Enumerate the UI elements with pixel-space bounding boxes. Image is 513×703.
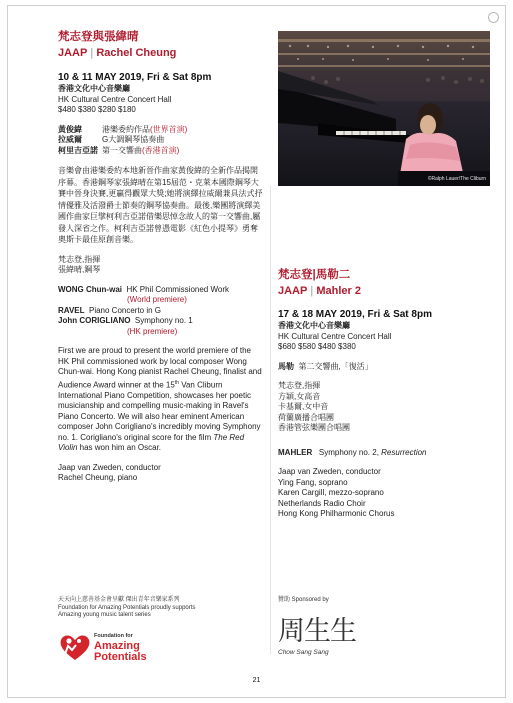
composer-zh: 黃俊緯	[58, 124, 82, 134]
concert-photo	[278, 31, 490, 186]
title-en-part-b: Rachel Cheung	[96, 47, 177, 59]
desc-en-part: has won him an Oscar.	[77, 443, 162, 453]
program-zh-row	[58, 135, 263, 146]
concert-date: 17 & 18 MAY 2019, Fri & Sat 8pm	[278, 309, 432, 320]
support-note-en: Foundation for Amazing Potentials proudly supports	[58, 604, 196, 611]
composer-en: MAHLER	[278, 447, 313, 457]
concert-title-en: JAAP | Mahler 2	[278, 285, 361, 297]
description-zh: 音樂會由港樂委約本地新晉作曲家黃俊緯的全新作品揭開序幕。香港鋼琴家張緯晴在第15屆范・克萊本國際鋼琴大賽中晉身決賽,更贏得觀眾大獎;她將演繹拉威爾兼具法式抒情優雅及活潑爵士節奏的鋼琴協奏曲。最後,樂團將演繹美國作曲家巨擘柯利吉亞諾借樂思悼念故人的第一交響曲,屬發人深省之作。柯利吉亞諾曾憑電影《紅色小提琴》勇奪奧斯卡最佳原創音樂。	[58, 166, 263, 244]
performer-en: Netherlands Radio Choir	[278, 498, 366, 508]
performer-zh: 荷蘭廣播合唱團	[278, 412, 334, 422]
work-en: Piano Concerto in G	[88, 305, 162, 315]
work-zh: 港樂委約作品	[102, 124, 150, 134]
desc-en-part: First we are proud to present the world premiere of the HK Phil commissioned work by local composer Wong Chun-wai. Hong Kong pianist Rachel Cheung, finalist and Audience Award winner at the 15	[58, 346, 262, 390]
column-divider	[270, 186, 271, 654]
concert-title-zh: 梵志登與張緯晴	[58, 31, 139, 43]
performer-en: Ying Fang, soprano	[278, 477, 348, 487]
work-zh: 第一交響曲	[102, 145, 142, 155]
performer-zh: 梵志登,指揮	[278, 381, 321, 390]
description-en	[58, 346, 263, 454]
title-en-part-b: Mahler 2	[316, 285, 361, 297]
work-zh: 第二交響曲,「復活」	[298, 361, 373, 371]
left-concert-column	[58, 30, 263, 484]
program-en-row	[58, 285, 263, 296]
logo-text-line3: Potentials	[94, 651, 147, 663]
sponsor-logo-en: Chow Sang Sang	[278, 649, 329, 656]
right-concert-column	[278, 268, 490, 520]
performer-en: Jaap van Zweden, conductor	[58, 462, 161, 472]
program-en-row	[58, 306, 263, 317]
support-note-en: Amazing young music talent series	[58, 612, 151, 618]
composer-en: WONG Chun-wai	[58, 284, 122, 294]
work-en-subtitle: Resurrection	[381, 447, 427, 457]
support-note	[58, 597, 268, 620]
composer-en: RAVEL	[58, 305, 85, 315]
venue-zh: 香港文化中心音樂廳	[58, 84, 130, 93]
photo-credit: ©Ralph Lauer/The Cliburn	[427, 176, 486, 182]
heart-figure-icon	[58, 632, 92, 662]
performer-en: Jaap van Zweden, conductor	[278, 467, 381, 476]
performer-zh: 卡基爾,女中音	[278, 402, 329, 411]
foundation-logo	[58, 628, 168, 666]
composer-zh: 拉威爾	[58, 135, 82, 144]
venue-en: HK Cultural Centre Concert Hall	[58, 94, 172, 104]
desc-en-part: Van Cliburn International Piano Competition, showcases her poetic musicianship and compelling music-making in Ravel's Piano Concerto. We will also hear eminent American composer John Corigliano's incredibly moving Symphony no. 1. Corigliano's original score for the film	[58, 380, 261, 442]
concert-date: 10 & 11 MAY 2019, Fri & Sat 8pm	[58, 72, 212, 83]
performer-en: Rachel Cheung, piano	[58, 473, 138, 483]
premiere-note-zh: (世界首演)	[150, 124, 188, 134]
page-corner-mark	[488, 12, 499, 23]
concert-title-en: JAAP | Rachel Cheung	[58, 47, 177, 59]
performer-zh: 方穎,女高音	[278, 391, 321, 401]
premiere-note-zh: (香港首演)	[142, 145, 180, 155]
premiere-note-en: (HK premiere)	[127, 326, 178, 336]
sponsor-logo	[278, 616, 358, 666]
performer-zh: 香港管弦樂團合唱團	[278, 423, 350, 432]
work-en: Symphony no. 1	[134, 316, 193, 325]
program-en-row	[278, 448, 490, 459]
sponsor-label: 贊助 Sponsored by	[278, 597, 329, 603]
title-en-part-a: JAAP	[278, 285, 308, 297]
page-number: 21	[252, 677, 261, 684]
performer-en: Karen Cargill, mezzo-soprano	[278, 488, 384, 497]
logo-text-line1: Foundation for	[94, 633, 133, 639]
program-en-row	[58, 316, 263, 327]
performer-zh: 梵志登,指揮	[58, 254, 101, 264]
title-en-part-a: JAAP	[58, 47, 88, 59]
ticket-prices: $480 $380 $280 $180	[58, 105, 136, 114]
venue-zh: 香港文化中心音樂廳	[278, 321, 350, 330]
venue-en: HK Cultural Centre Concert Hall	[278, 331, 392, 341]
composer-zh: 柯里吉亞諾	[58, 145, 98, 155]
program-zh-row	[278, 362, 490, 373]
composer-zh: 馬勒	[278, 361, 294, 371]
performer-en: Hong Kong Philharmonic Chorus	[278, 509, 395, 518]
ticket-prices: $680 $580 $480 $380	[278, 342, 356, 351]
work-en: Symphony no. 2,	[318, 447, 382, 457]
program-zh-row	[58, 146, 263, 157]
program-zh-row	[58, 125, 263, 136]
performer-zh: 張緯晴,鋼琴	[58, 265, 101, 274]
sponsor-logo-zh: 周生生	[278, 616, 356, 647]
work-en: HK Phil Commissioned Work	[126, 284, 229, 294]
concert-title-zh: 梵志登|馬勒二	[278, 269, 351, 281]
logo-text-line2: Amazing	[94, 640, 140, 652]
composer-en: John CORIGLIANO	[58, 316, 131, 325]
work-zh: G大調鋼琴協奏曲	[102, 135, 165, 144]
support-note-zh: 天天向上慈善基金會呈獻 傑出青年音樂家系列	[58, 597, 180, 603]
pianist-photo-illustration	[278, 31, 490, 186]
desc-en-sup: th	[174, 379, 179, 386]
film-title: The Red Violin	[58, 432, 245, 453]
premiere-note-en: (World premiere)	[127, 295, 187, 304]
